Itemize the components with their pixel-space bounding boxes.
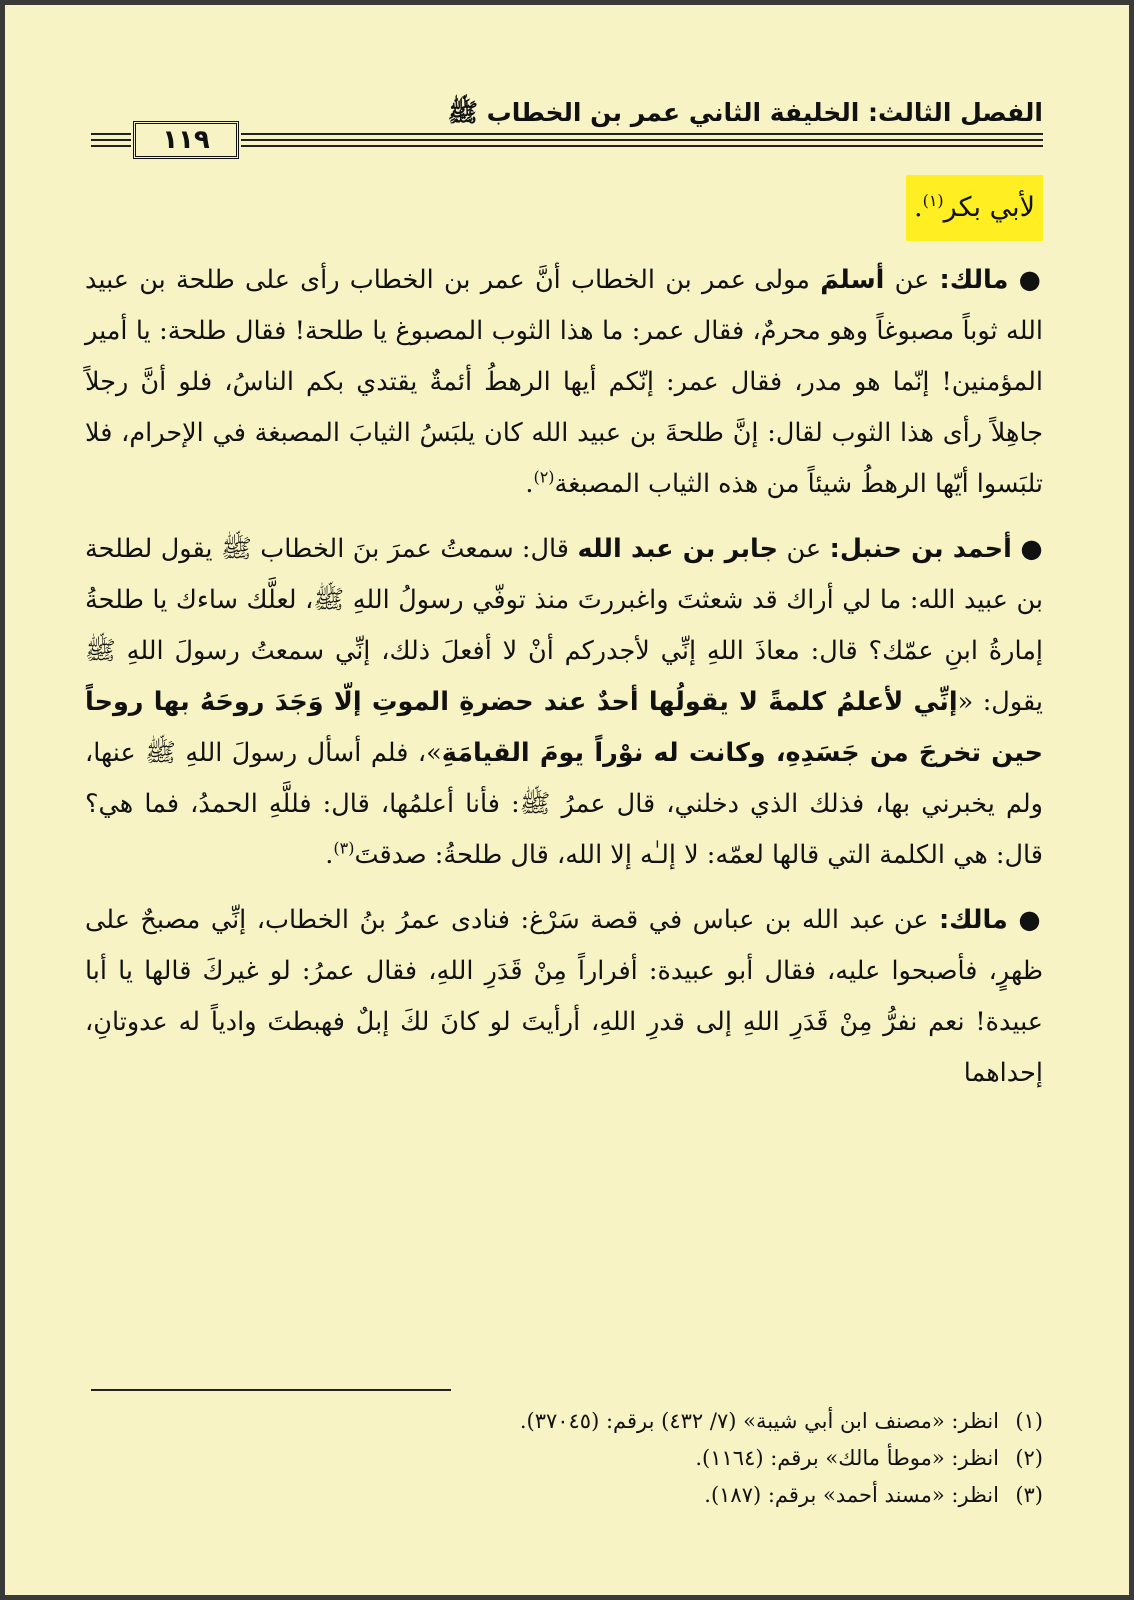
- footnote: (٢)انظر: «موطأ مالك» برقم: (١١٦٤).: [695, 1446, 1043, 1470]
- rule-line: [241, 139, 1043, 141]
- body-text: [85, 175, 1043, 1113]
- paragraph-malik-1: ● مالك: عن أسلمَ مولى عمر بن الخطاب أنَّ عمر بن الخطاب رأى على طلحة بن عبيد الله ثوباً مصبوغاً وهو محرمٌ، فقال عمر: ما هذا الثوب المصبوغ يا طلحة! فقال طلحة: يا أمير المؤمنين! إنّما هو مدر، فقال عمر: إنّكم أيها الرهطُ أئمةٌ يقتدي بكم الناسُ، فلو أنَّ رجلاً جاهِلاً رأى هذا الثوب لقال: إنَّ طلحةَ بن عبيد الله كان يلبَسُ الثيابَ المصبغة في الإحرام، فلا تلبَسوا أيّها الرهطُ شيئاً من هذه الثياب المصبغة$^{(٢)}$.: [85, 265, 1044, 499]
- page-number: ١١٩: [133, 121, 239, 159]
- speaker: أحمد بن حنبل:: [829, 534, 1012, 564]
- speaker: مالك:: [938, 905, 1008, 935]
- narrator-name: أسلمَ: [820, 265, 885, 295]
- rule-line: [91, 139, 131, 141]
- highlighted-text: لأبي بكر$^{(١)}$.: [906, 175, 1043, 241]
- narrator-name: جابر بن عبد الله: [577, 534, 778, 564]
- footnote-ref[interactable]: (٣): [333, 838, 355, 858]
- speaker: مالك:: [939, 265, 1009, 295]
- footnote-separator: [91, 1389, 451, 1391]
- bullet: ●: [1018, 905, 1043, 935]
- rule-line: [241, 133, 1043, 135]
- bullet: ●: [1020, 534, 1044, 564]
- footnote: (٣)انظر: «مسند أحمد» برقم: (١٨٧).: [704, 1483, 1043, 1507]
- rule-line: [91, 133, 131, 135]
- footnote-ref[interactable]: (٢): [533, 467, 555, 487]
- rule-line: [91, 145, 131, 147]
- footnotes: [91, 1403, 1043, 1514]
- hadith-quote: إنِّي لأعلمُ كلمةً لا يقولُها أحدٌ عند حضرةِ الموتِ إلّا وَجَدَ روحَهُ بها روحاً حين تخرجَ من جَسَدِهِ، وكانت له نوْراً يومَ القيامَةِ: [85, 687, 1044, 768]
- bullet: ●: [1018, 265, 1044, 295]
- footnote: (١)انظر: «مصنف ابن أبي شيبة» (٧/ ٤٣٢) برقم: (٣٧٠٤٥).: [519, 1409, 1043, 1433]
- header-rule: [91, 121, 1043, 165]
- rule-line: [241, 145, 1043, 147]
- paragraph-ahmad: ● أحمد بن حنبل: عن جابر بن عبد الله قال: سمعتُ عمرَ بنَ الخطاب ﷺ يقول لطلحة بن عبيد الله: ما لي أراك قد شعثتَ واغبررتَ منذ توفّي رسولُ اللهِ ﷺ، لعلَّك ساءك يا طلحةُ إمارةُ ابنِ عمّك؟ قال: معاذَ اللهِ إنِّي لأجدركم أنْ لا أفعلَ ذلك، إنِّي سمعتُ رسولَ اللهِ ﷺ يقول: «إنِّي لأعلمُ كلمةً لا يقولُها أحدٌ عند حضرةِ الموتِ إلّا وَجَدَ روحَهُ بها روحاً حين تخرجَ من جَسَدِهِ، وكانت له نوْراً يومَ القيامَةِ»، فلم أسأل رسولَ اللهِ ﷺ عنها، ولم يخبرني بها، فذلك الذي دخلني، قال عمرُ ﷺ: فأنا أعلمُها، قال: فللَّهِ الحمدُ، فما هي؟ قال: هي الكلمة التي قالها لعمّه: لا إلـٰه إلا الله، قال طلحةُ: صدقتَ$^{(٣)}$.: [85, 534, 1044, 870]
- paragraph-malik-2: ● مالك: عن عبد الله بن عباس في قصة سَرْغ: فنادى عمرُ بنُ الخطاب، إنِّي مصبحٌ على ظهرٍ، فأصبحوا عليه، فقال أبو عبيدة: أفراراً مِنْ قَدَرِ اللهِ، فقال عمرُ: لو غيركَ قالها يا أبا عبيدة! نعم نفرُّ مِنْ قَدَرِ اللهِ إلى قدرِ اللهِ، أرأيتَ لو كانَ لكَ إبلٌ فهبطتَ وادياً له عدوتانِ، إحداهما: [85, 905, 1043, 1088]
- running-head: الفصل الثالث: الخليفة الثاني عمر بن الخطاب ﷺ: [447, 98, 1043, 127]
- page: [5, 5, 1129, 1595]
- footnote-ref[interactable]: (١): [922, 191, 944, 210]
